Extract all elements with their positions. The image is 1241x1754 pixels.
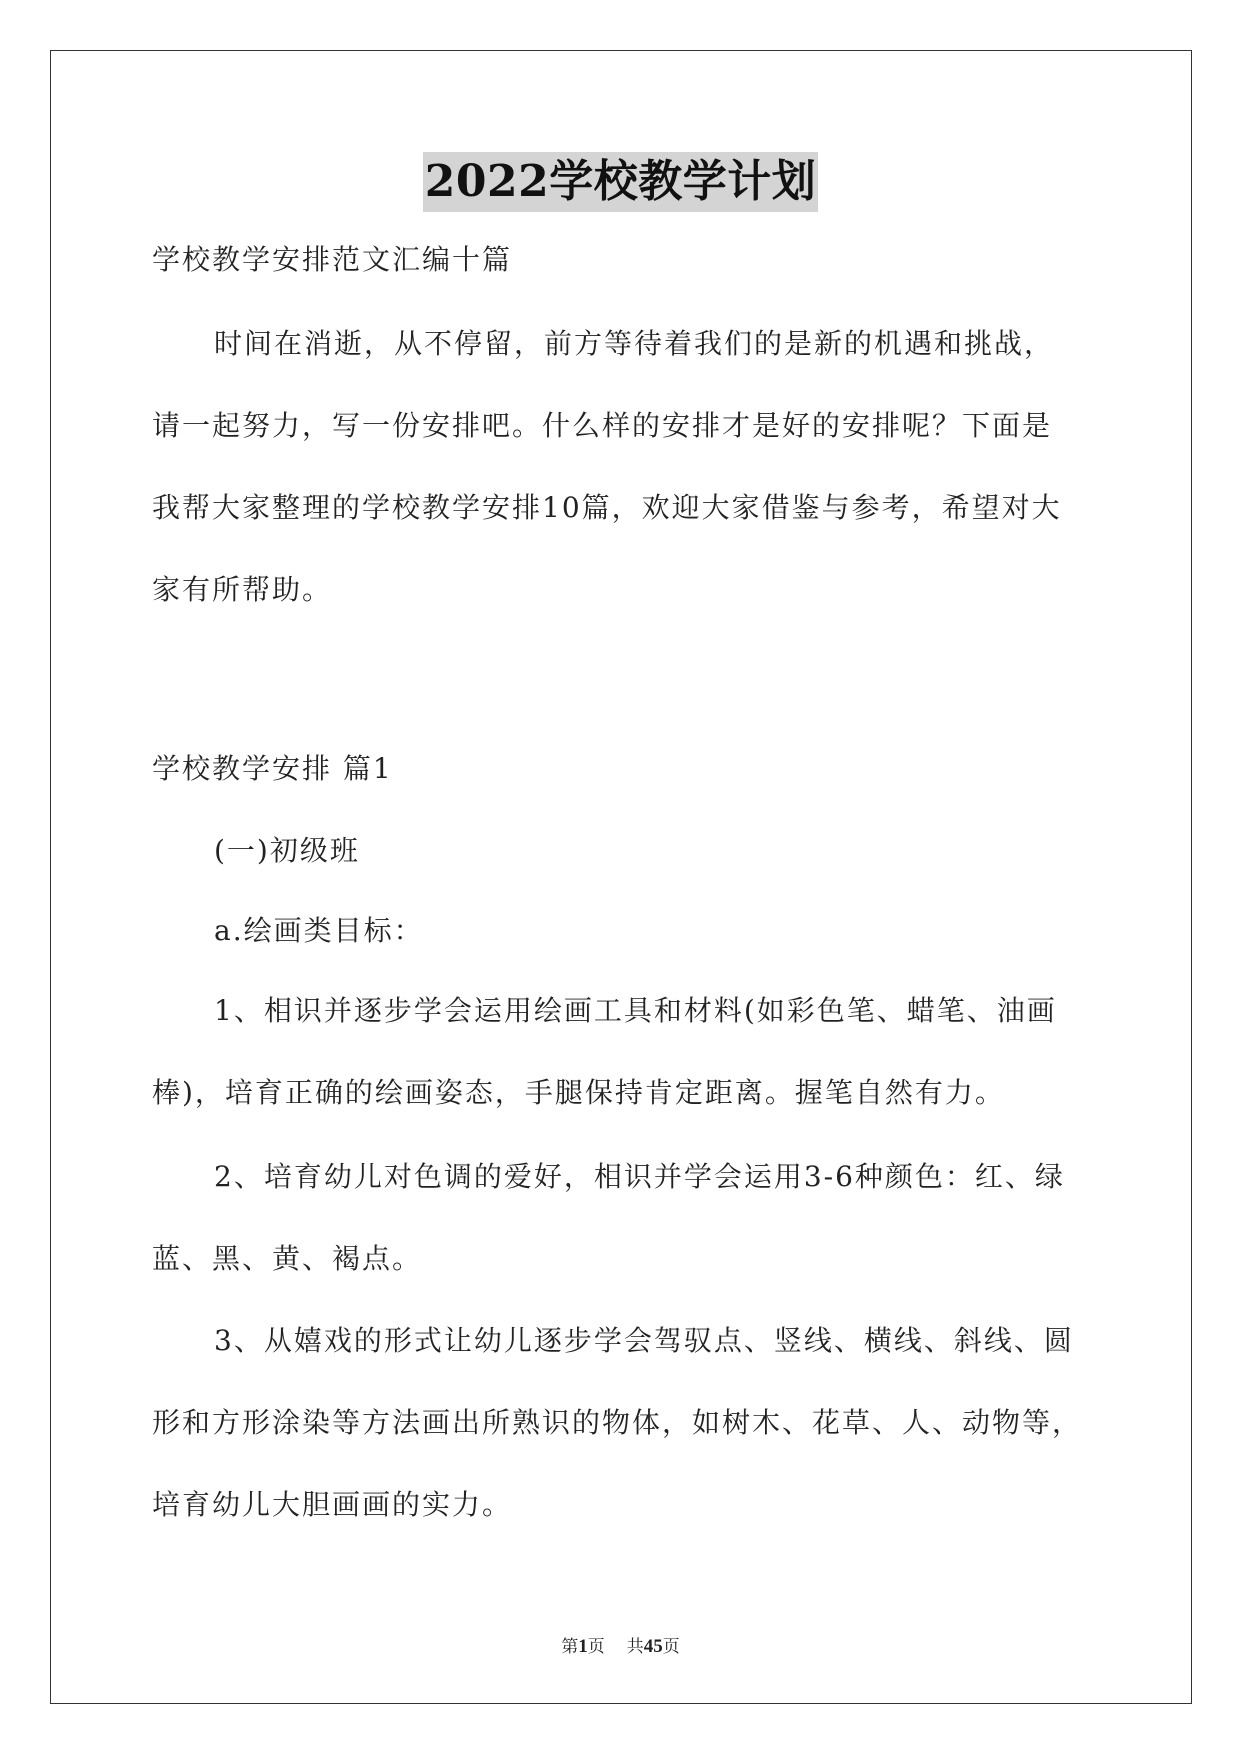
footer-total-pages: 45: [643, 1636, 663, 1657]
footer-page-prefix: 第: [561, 1637, 579, 1657]
paragraph-line: 2、培育幼儿对色调的爱好，相识并学会运用3-6种颜色：红、绿: [214, 1160, 1065, 1193]
class-heading: [152, 810, 1092, 892]
document-subtitle: [152, 219, 1092, 301]
paragraph-line: 形和方形涂染等方法画出所熟识的物体，如树木、花草、人、动物等，: [152, 1406, 1083, 1439]
intro-paragraph: [152, 303, 1092, 631]
page-footer: [0, 1632, 1241, 1658]
footer-page-unit: 页: [587, 1637, 605, 1657]
paragraph-line: 培育幼儿大胆画画的实力。: [152, 1488, 513, 1521]
paragraph-line: 棒)，培育正确的绘画姿态，手腿保持肯定距离。握笔自然有力。: [152, 1076, 1005, 1109]
paragraph-line: 家有所帮助。: [152, 573, 333, 606]
goal-item-2: [152, 1136, 1092, 1300]
subtitle-line: 学校教学安排范文汇编十篇: [152, 243, 513, 276]
paragraph-line: 时间在消逝，从不停留，前方等待着我们的是新的机遇和挑战，: [214, 327, 1055, 360]
class-heading-text: (一)初级班: [214, 834, 360, 867]
paragraph-line: 请一起努力，写一份安排吧。什么样的安排才是好的安排呢？下面是: [152, 409, 1053, 442]
section-heading-text: 学校教学安排 篇1: [152, 752, 393, 785]
section-heading: [152, 728, 1092, 810]
paragraph-line: 3、从嬉戏的形式让幼儿逐步学会驾驭点、竖线、横线、斜线、圆: [214, 1324, 1074, 1357]
paragraph-line: 蓝、黑、黄、褐点。: [152, 1242, 423, 1275]
title-container: [0, 152, 1241, 212]
paragraph-line: 1、相识并逐步学会运用绘画工具和材料(如彩色笔、蜡笔、油画: [214, 994, 1057, 1027]
category-heading-text: a.绘画类目标：: [214, 914, 424, 947]
paragraph-line: 我帮大家整理的学校教学安排10篇，欢迎大家借鉴与参考，希望对大: [152, 491, 1062, 524]
footer-page-number: 1: [578, 1636, 588, 1657]
goal-item-3: [152, 1300, 1092, 1546]
category-heading: [152, 890, 1092, 972]
footer-total-prefix: 共: [626, 1637, 644, 1657]
document-title: 2022学校教学计划: [423, 152, 818, 212]
footer-total-unit: 页: [662, 1637, 680, 1657]
goal-item-1: [152, 970, 1092, 1134]
